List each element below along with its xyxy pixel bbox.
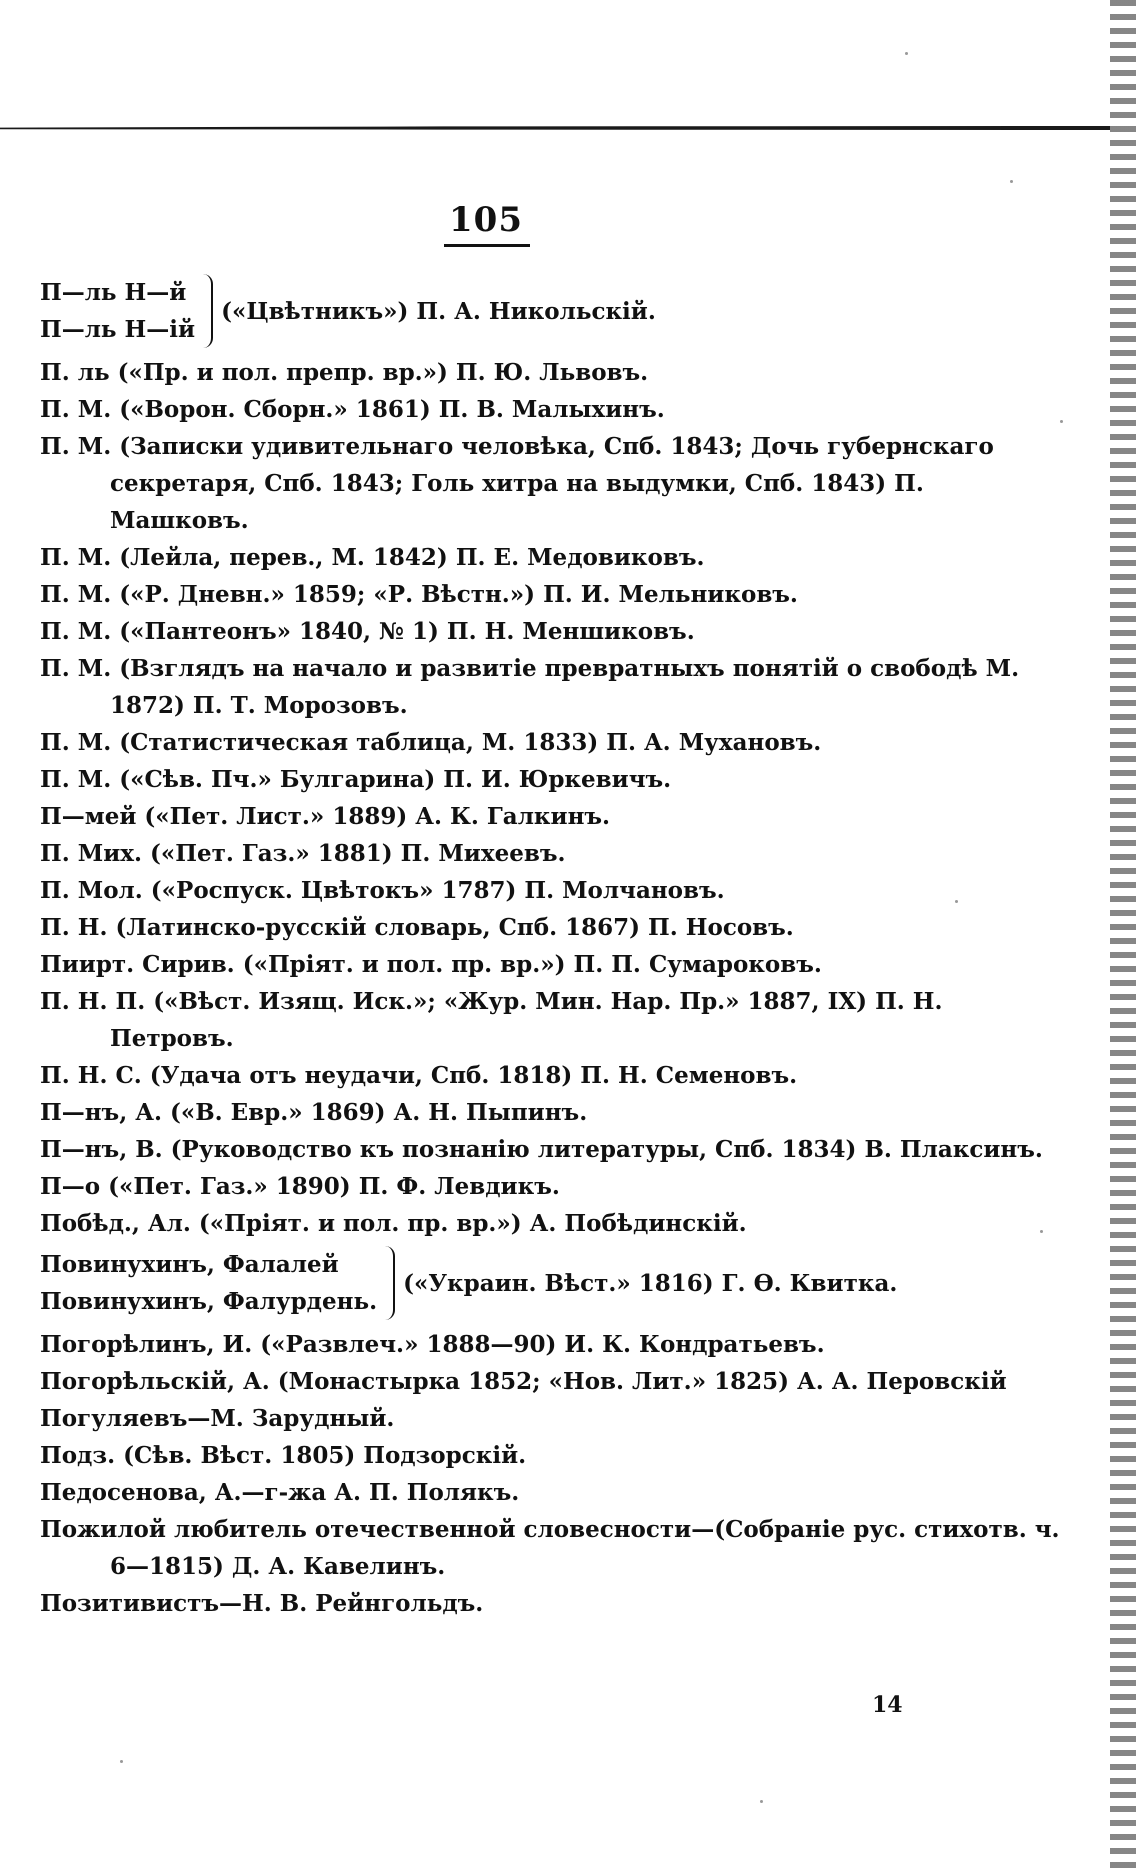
entry-pair — [40, 274, 1060, 348]
brace — [383, 1246, 395, 1320]
entry: П. Мол. («Роспуск. Цвѣтокъ» 1787) П. Молчановъ. — [40, 877, 725, 904]
entry: П. Н. (Латинско-русскій словарь, Спб. 1867) П. Носовъ. — [40, 914, 794, 941]
entry: Пиирт. Сирив. («Пріят. и пол. пр. вр.») П. П. Сумароковъ. — [40, 951, 822, 978]
entries-list — [40, 270, 1060, 1622]
page-top-edge — [0, 126, 1110, 130]
entry: Подз. (Сѣв. Вѣст. 1805) Подзорскій. — [40, 1442, 527, 1469]
entry: П. М. («Пантеонъ» 1840, № 1) П. Н. Меншиковъ. — [40, 618, 695, 645]
entry-pair-names — [40, 1246, 377, 1320]
pseudonym: Повинухинъ, Фалалей — [40, 1251, 339, 1278]
entry: Педосенова, А.—г-жа А. П. Полякъ. — [40, 1479, 520, 1506]
speck — [905, 52, 908, 55]
speck — [1060, 420, 1063, 423]
entry: П. М. («Ворон. Сборн.» 1861) П. В. Малыхинъ. — [40, 396, 665, 423]
entry: Позитивистъ—Н. В. Рейнгольдъ. — [40, 1590, 484, 1617]
entry: П. Мих. («Пет. Газ.» 1881) П. Михеевъ. — [40, 840, 566, 867]
pseudonym: Повинухинъ, Фалурдень. — [40, 1288, 378, 1315]
entry: П—мей («Пет. Лист.» 1889) А. К. Галкинъ. — [40, 803, 611, 830]
entry-pair — [40, 1246, 1060, 1320]
entry: П—нъ, В. (Руководство къ познанію литературы, Спб. 1834) В. Плаксинъ. — [40, 1136, 1043, 1163]
entry: П—о («Пет. Газ.» 1890) П. Ф. Левдикъ. — [40, 1173, 560, 1200]
entry-pair-names — [40, 274, 195, 348]
page-number-rule — [444, 244, 530, 247]
entry: П. М. («Сѣв. Пч.» Булгарина) П. И. Юркевичъ. — [40, 766, 672, 793]
page-right-edge — [1110, 0, 1136, 1874]
speck — [760, 1800, 763, 1803]
entry-pair-attribution: («Украин. Вѣст.» 1816) Г. Ѳ. Квитка. — [403, 1269, 898, 1297]
entry: П. М. (Взглядъ на начало и развитіе превратныхъ понятій о свободѣ М. 1872) П. Т. Морозовъ. — [40, 655, 1020, 719]
entry: Погорѣльскій, А. (Монастырка 1852; «Нов. Лит.» 1825) А. А. Перовскій — [40, 1368, 1007, 1395]
entry: П. М. (Лейла, перев., М. 1842) П. Е. Медовиковъ. — [40, 544, 705, 571]
entry: П. Н. П. («Вѣст. Изящ. Иск.»; «Жур. Мин. Нар. Пр.» 1887, IX) П. Н. Петровъ. — [40, 988, 943, 1052]
entry: П. М. (Записки удивительнаго человѣка, Спб. 1843; Дочь губернскаго секретаря, Спб. 1843; Голь хитра на выдумки, Спб. 1843) П. Машковъ. — [40, 433, 994, 534]
entry: П—нъ, А. («В. Евр.» 1869) А. Н. Пыпинъ. — [40, 1099, 588, 1126]
entry: Погорѣлинъ, И. («Развлеч.» 1888—90) И. К. Кондратьевъ. — [40, 1331, 825, 1358]
entry: Погуляевъ—М. Зарудный. — [40, 1405, 395, 1432]
entry-pair-attribution: («Цвѣтникъ») П. А. Никольскій. — [221, 297, 656, 325]
entry: Побѣд., Ал. («Пріят. и пол. пр. вр.») А. Побѣдинскій. — [40, 1210, 747, 1237]
signature-mark: 14 — [872, 1692, 903, 1718]
speck — [120, 1760, 123, 1763]
entry: П. М. («Р. Дневн.» 1859; «Р. Вѣстн.») П. И. Мельниковъ. — [40, 581, 798, 608]
pseudonym: П—ль Н—й — [40, 279, 187, 306]
entry: П. ль («Пр. и пол. препр. вр.») П. Ю. Львовъ. — [40, 359, 649, 386]
brace — [201, 274, 213, 348]
speck — [1010, 180, 1013, 183]
pseudonym: П—ль Н—ій — [40, 316, 196, 343]
page-number: 105 — [449, 200, 523, 240]
entry: П. М. (Статистическая таблица, М. 1833) П. А. Мухановъ. — [40, 729, 822, 756]
entry: П. Н. С. (Удача отъ неудачи, Спб. 1818) П. Н. Семеновъ. — [40, 1062, 798, 1089]
entry: Пожилой любитель отечественной словесности—(Собраніе рус. стихотв. ч. 6—1815) Д. А. Кавелинъ. — [40, 1516, 1060, 1580]
